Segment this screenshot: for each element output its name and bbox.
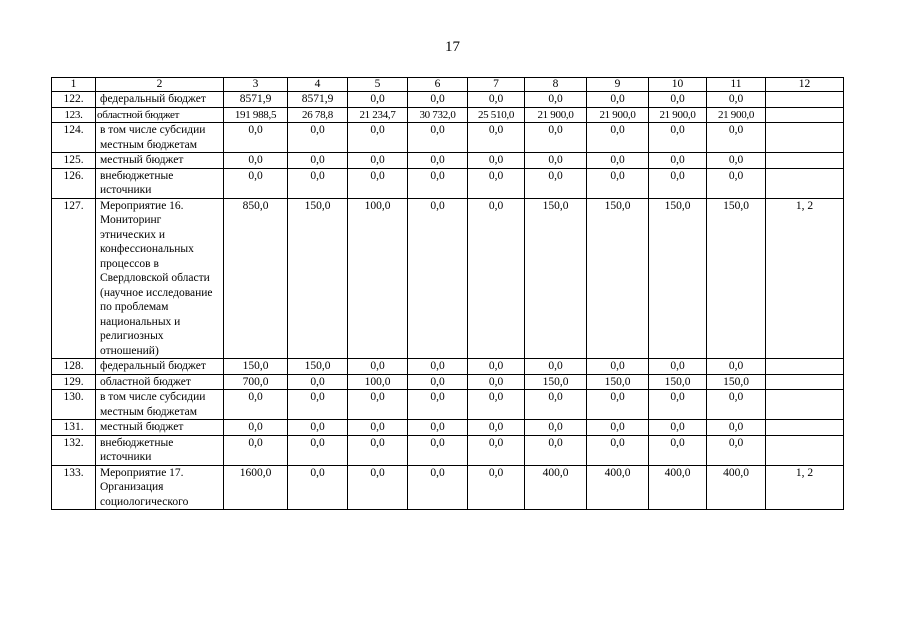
value-cell: 0,0 bbox=[348, 435, 408, 465]
table-row bbox=[52, 153, 844, 169]
column-header: 12 bbox=[766, 78, 844, 92]
row-number-cell: 132. bbox=[52, 435, 96, 465]
value-cell: 400,0 bbox=[707, 465, 766, 510]
value-cell: 0,0 bbox=[288, 374, 348, 390]
value-cell: 21 900,0 bbox=[649, 107, 707, 123]
column-header: 2 bbox=[96, 78, 224, 92]
description-cell: Мероприятие 16. Мониторинг этнических и конфессиональных процессов в Свердловской области (научное исследование по проблемам национальных и религиозных отношений) bbox=[96, 198, 224, 359]
value-cell bbox=[766, 359, 844, 375]
value-cell: 1, 2 bbox=[766, 465, 844, 510]
value-cell: 0,0 bbox=[348, 123, 408, 153]
value-cell: 0,0 bbox=[587, 359, 649, 375]
value-cell: 150,0 bbox=[224, 359, 288, 375]
value-cell: 0,0 bbox=[707, 92, 766, 108]
table-row bbox=[52, 420, 844, 436]
value-cell: 150,0 bbox=[288, 359, 348, 375]
value-cell: 0,0 bbox=[468, 153, 525, 169]
value-cell: 1, 2 bbox=[766, 198, 844, 359]
value-cell bbox=[766, 123, 844, 153]
table-row bbox=[52, 465, 844, 510]
value-cell: 0,0 bbox=[525, 435, 587, 465]
value-cell: 0,0 bbox=[408, 198, 468, 359]
value-cell: 0,0 bbox=[525, 92, 587, 108]
value-cell: 0,0 bbox=[408, 359, 468, 375]
value-cell: 0,0 bbox=[288, 420, 348, 436]
column-header: 5 bbox=[348, 78, 408, 92]
value-cell: 0,0 bbox=[224, 123, 288, 153]
table-row bbox=[52, 168, 844, 198]
value-cell: 191 988,5 bbox=[224, 107, 288, 123]
value-cell: 0,0 bbox=[348, 92, 408, 108]
value-cell: 0,0 bbox=[348, 390, 408, 420]
value-cell: 21 900,0 bbox=[707, 107, 766, 123]
value-cell: 8571,9 bbox=[224, 92, 288, 108]
description-cell: в том числе субсидии местным бюджетам bbox=[96, 123, 224, 153]
row-number-cell: 122. bbox=[52, 92, 96, 108]
value-cell: 0,0 bbox=[649, 420, 707, 436]
description-cell: местный бюджет bbox=[96, 153, 224, 169]
row-number-cell: 126. bbox=[52, 168, 96, 198]
value-cell: 150,0 bbox=[707, 198, 766, 359]
value-cell: 0,0 bbox=[649, 390, 707, 420]
column-header: 1 bbox=[52, 78, 96, 92]
value-cell: 0,0 bbox=[649, 123, 707, 153]
value-cell: 21 900,0 bbox=[587, 107, 649, 123]
value-cell: 0,0 bbox=[707, 153, 766, 169]
row-number-cell: 130. bbox=[52, 390, 96, 420]
column-header: 11 bbox=[707, 78, 766, 92]
table-row bbox=[52, 374, 844, 390]
row-number-cell: 125. bbox=[52, 153, 96, 169]
value-cell: 0,0 bbox=[707, 359, 766, 375]
value-cell: 400,0 bbox=[649, 465, 707, 510]
value-cell: 700,0 bbox=[224, 374, 288, 390]
description-cell: областной бюджет bbox=[96, 107, 224, 123]
row-number-cell: 127. bbox=[52, 198, 96, 359]
description-cell: внебюджетные источники bbox=[96, 435, 224, 465]
value-cell: 0,0 bbox=[408, 168, 468, 198]
value-cell: 0,0 bbox=[468, 390, 525, 420]
description-cell: областной бюджет bbox=[96, 374, 224, 390]
value-cell: 150,0 bbox=[587, 374, 649, 390]
value-cell: 0,0 bbox=[587, 435, 649, 465]
value-cell: 0,0 bbox=[468, 465, 525, 510]
row-number-cell: 133. bbox=[52, 465, 96, 510]
value-cell: 0,0 bbox=[649, 153, 707, 169]
value-cell: 400,0 bbox=[525, 465, 587, 510]
table-row bbox=[52, 435, 844, 465]
value-cell: 21 900,0 bbox=[525, 107, 587, 123]
value-cell: 0,0 bbox=[408, 420, 468, 436]
value-cell: 0,0 bbox=[649, 359, 707, 375]
value-cell: 25 510,0 bbox=[468, 107, 525, 123]
value-cell: 150,0 bbox=[649, 374, 707, 390]
value-cell: 0,0 bbox=[408, 390, 468, 420]
column-header: 3 bbox=[224, 78, 288, 92]
value-cell: 0,0 bbox=[707, 420, 766, 436]
value-cell: 0,0 bbox=[587, 420, 649, 436]
value-cell bbox=[766, 153, 844, 169]
table-row bbox=[52, 359, 844, 375]
value-cell: 150,0 bbox=[649, 198, 707, 359]
value-cell: 0,0 bbox=[408, 435, 468, 465]
value-cell: 0,0 bbox=[288, 123, 348, 153]
table-row bbox=[52, 92, 844, 108]
row-number-cell: 129. bbox=[52, 374, 96, 390]
value-cell: 0,0 bbox=[348, 168, 408, 198]
table-row bbox=[52, 390, 844, 420]
value-cell: 0,0 bbox=[468, 420, 525, 436]
value-cell: 0,0 bbox=[468, 168, 525, 198]
value-cell: 0,0 bbox=[224, 168, 288, 198]
value-cell: 0,0 bbox=[649, 435, 707, 465]
value-cell: 100,0 bbox=[348, 374, 408, 390]
budget-table bbox=[51, 77, 844, 510]
value-cell bbox=[766, 92, 844, 108]
value-cell: 150,0 bbox=[288, 198, 348, 359]
description-cell: федеральный бюджет bbox=[96, 92, 224, 108]
description-cell: внебюджетные источники bbox=[96, 168, 224, 198]
value-cell: 150,0 bbox=[587, 198, 649, 359]
value-cell: 0,0 bbox=[468, 92, 525, 108]
value-cell: 0,0 bbox=[408, 465, 468, 510]
table-row bbox=[52, 123, 844, 153]
value-cell: 0,0 bbox=[468, 359, 525, 375]
value-cell: 1600,0 bbox=[224, 465, 288, 510]
row-number-cell: 124. bbox=[52, 123, 96, 153]
value-cell: 150,0 bbox=[525, 374, 587, 390]
table-row bbox=[52, 107, 844, 123]
value-cell: 0,0 bbox=[649, 92, 707, 108]
value-cell: 0,0 bbox=[224, 390, 288, 420]
column-header: 10 bbox=[649, 78, 707, 92]
column-header: 8 bbox=[525, 78, 587, 92]
value-cell: 0,0 bbox=[288, 153, 348, 169]
value-cell: 100,0 bbox=[348, 198, 408, 359]
value-cell bbox=[766, 390, 844, 420]
column-header-row bbox=[52, 78, 844, 92]
value-cell: 0,0 bbox=[288, 390, 348, 420]
value-cell bbox=[766, 435, 844, 465]
value-cell: 8571,9 bbox=[288, 92, 348, 108]
value-cell: 0,0 bbox=[468, 435, 525, 465]
description-cell: местный бюджет bbox=[96, 420, 224, 436]
value-cell: 0,0 bbox=[348, 420, 408, 436]
value-cell: 0,0 bbox=[224, 153, 288, 169]
value-cell: 0,0 bbox=[707, 123, 766, 153]
value-cell: 0,0 bbox=[224, 420, 288, 436]
value-cell: 0,0 bbox=[408, 123, 468, 153]
page-number: 17 bbox=[445, 39, 460, 55]
value-cell: 26 78,8 bbox=[288, 107, 348, 123]
value-cell: 0,0 bbox=[348, 153, 408, 169]
description-cell: федеральный бюджет bbox=[96, 359, 224, 375]
value-cell: 150,0 bbox=[707, 374, 766, 390]
value-cell: 0,0 bbox=[707, 435, 766, 465]
value-cell: 21 234,7 bbox=[348, 107, 408, 123]
value-cell: 0,0 bbox=[288, 465, 348, 510]
row-number-cell: 123. bbox=[52, 107, 96, 123]
value-cell: 0,0 bbox=[525, 420, 587, 436]
column-header: 6 bbox=[408, 78, 468, 92]
value-cell: 0,0 bbox=[649, 168, 707, 198]
value-cell: 0,0 bbox=[288, 435, 348, 465]
value-cell: 0,0 bbox=[707, 390, 766, 420]
row-number-cell: 131. bbox=[52, 420, 96, 436]
value-cell: 150,0 bbox=[525, 198, 587, 359]
value-cell bbox=[766, 374, 844, 390]
value-cell: 400,0 bbox=[587, 465, 649, 510]
value-cell: 0,0 bbox=[408, 153, 468, 169]
description-cell: в том числе субсидии местным бюджетам bbox=[96, 390, 224, 420]
value-cell: 0,0 bbox=[525, 153, 587, 169]
value-cell: 0,0 bbox=[348, 359, 408, 375]
value-cell bbox=[766, 420, 844, 436]
value-cell: 0,0 bbox=[468, 198, 525, 359]
value-cell bbox=[766, 107, 844, 123]
value-cell: 0,0 bbox=[707, 168, 766, 198]
value-cell: 0,0 bbox=[468, 374, 525, 390]
value-cell: 0,0 bbox=[408, 92, 468, 108]
description-cell: Мероприятие 17. Организация социологического bbox=[96, 465, 224, 510]
column-header: 9 bbox=[587, 78, 649, 92]
value-cell: 0,0 bbox=[348, 465, 408, 510]
value-cell: 30 732,0 bbox=[408, 107, 468, 123]
value-cell: 0,0 bbox=[224, 435, 288, 465]
value-cell: 0,0 bbox=[587, 153, 649, 169]
value-cell: 850,0 bbox=[224, 198, 288, 359]
value-cell: 0,0 bbox=[408, 374, 468, 390]
value-cell: 0,0 bbox=[468, 123, 525, 153]
column-header: 7 bbox=[468, 78, 525, 92]
row-number-cell: 128. bbox=[52, 359, 96, 375]
table-row bbox=[52, 198, 844, 359]
value-cell: 0,0 bbox=[587, 390, 649, 420]
value-cell: 0,0 bbox=[587, 92, 649, 108]
value-cell: 0,0 bbox=[525, 123, 587, 153]
value-cell: 0,0 bbox=[587, 123, 649, 153]
column-header: 4 bbox=[288, 78, 348, 92]
value-cell bbox=[766, 168, 844, 198]
value-cell: 0,0 bbox=[525, 168, 587, 198]
value-cell: 0,0 bbox=[288, 168, 348, 198]
value-cell: 0,0 bbox=[525, 390, 587, 420]
value-cell: 0,0 bbox=[587, 168, 649, 198]
value-cell: 0,0 bbox=[525, 359, 587, 375]
